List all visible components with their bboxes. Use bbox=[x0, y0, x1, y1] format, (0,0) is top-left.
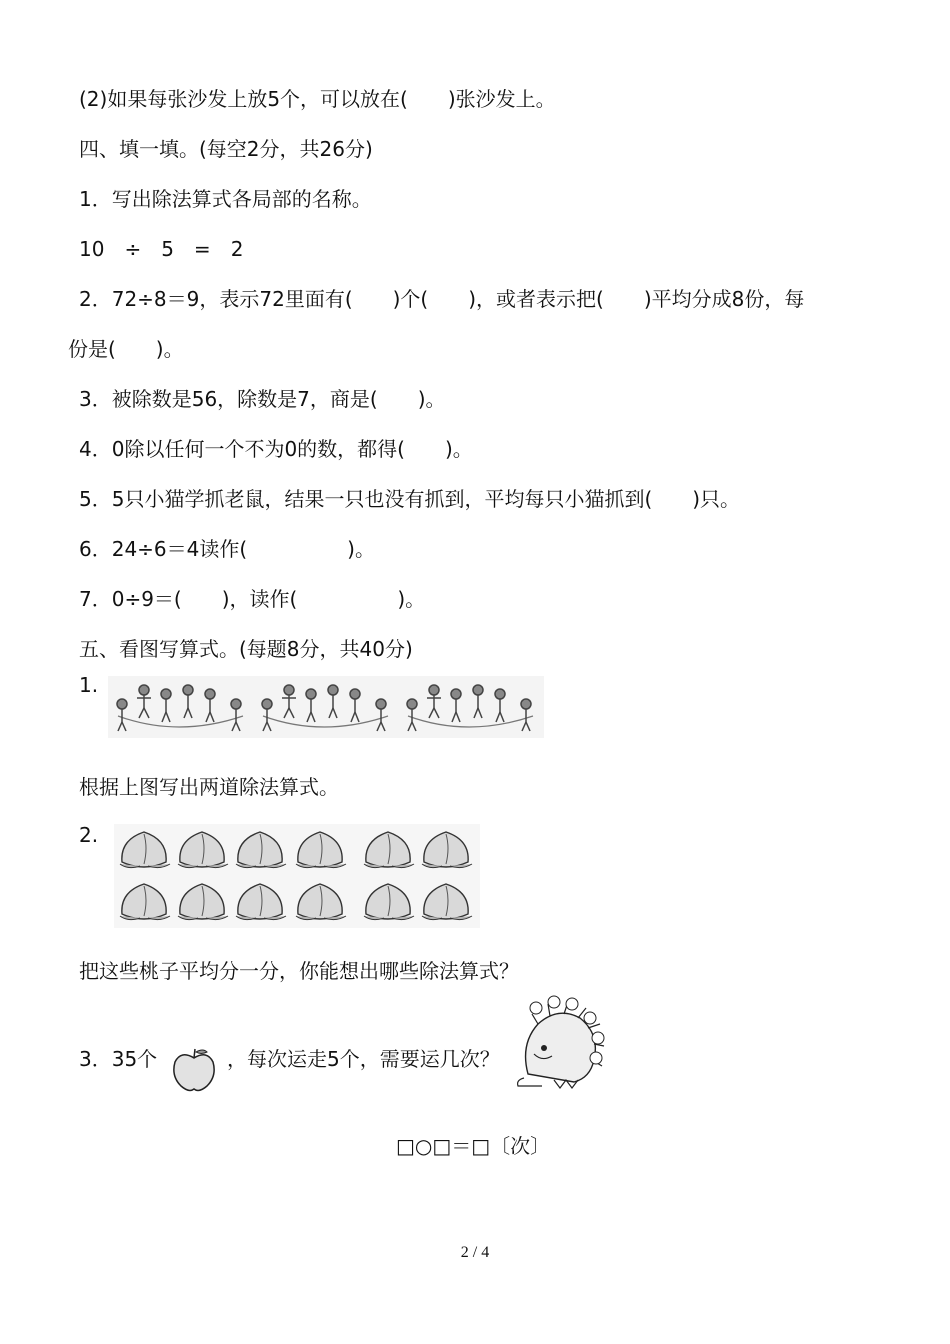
division-equation: 10 ÷ 5 = 2 bbox=[79, 237, 244, 261]
fill-question-1: 1．写出除法算式各局部的名称。 bbox=[79, 187, 372, 211]
peaches-image bbox=[114, 824, 480, 928]
picture-question-2-number: 2. bbox=[79, 823, 99, 847]
section-5-heading: 五、看图写算式。(每题8分，共40分) bbox=[79, 637, 413, 661]
hedgehog-carrying-apples-icon bbox=[514, 994, 606, 1092]
fill-question-7: 7．0÷9＝( )，读作( )。 bbox=[79, 587, 426, 611]
apple-icon bbox=[171, 1046, 217, 1094]
picture-question-3-start: 3．35个 bbox=[79, 1047, 158, 1071]
fill-question-6: 6．24÷6＝4读作( )。 bbox=[79, 537, 375, 561]
section-4-heading: 四、填一填。(每空2分，共26分) bbox=[79, 137, 373, 161]
page-number: 2 / 4 bbox=[460, 1244, 490, 1261]
children-jump-rope-image bbox=[108, 676, 544, 738]
question-2-2: (2)如果每张沙发上放5个，可以放在( )张沙发上。 bbox=[79, 87, 556, 111]
fill-question-4: 4．0除以任何一个不为0的数，都得( )。 bbox=[79, 437, 473, 461]
fill-question-3: 3．被除数是56，除数是7，商是( )。 bbox=[79, 387, 446, 411]
picture-question-2-text: 把这些桃子平均分一分，你能想出哪些除法算式？ bbox=[79, 959, 519, 983]
picture-question-3-end: ，每次运走5个，需要运几次？ bbox=[227, 1047, 500, 1071]
picture-question-1-text: 根据上图写出两道除法算式。 bbox=[79, 775, 339, 799]
fill-question-2: 2．72÷8＝9，表示72里面有( )个( )，或者表示把( )平均分成8份，每 bbox=[79, 287, 805, 311]
fill-question-2-cont: 份是( )。 bbox=[68, 337, 184, 361]
fill-question-5: 5．5只小猫学抓老鼠，结果一只也没有抓到，平均每只小猫抓到( )只。 bbox=[79, 487, 741, 511]
picture-question-1-number: 1. bbox=[79, 673, 99, 697]
answer-template: □○□＝□〔次〕 bbox=[396, 1134, 551, 1158]
